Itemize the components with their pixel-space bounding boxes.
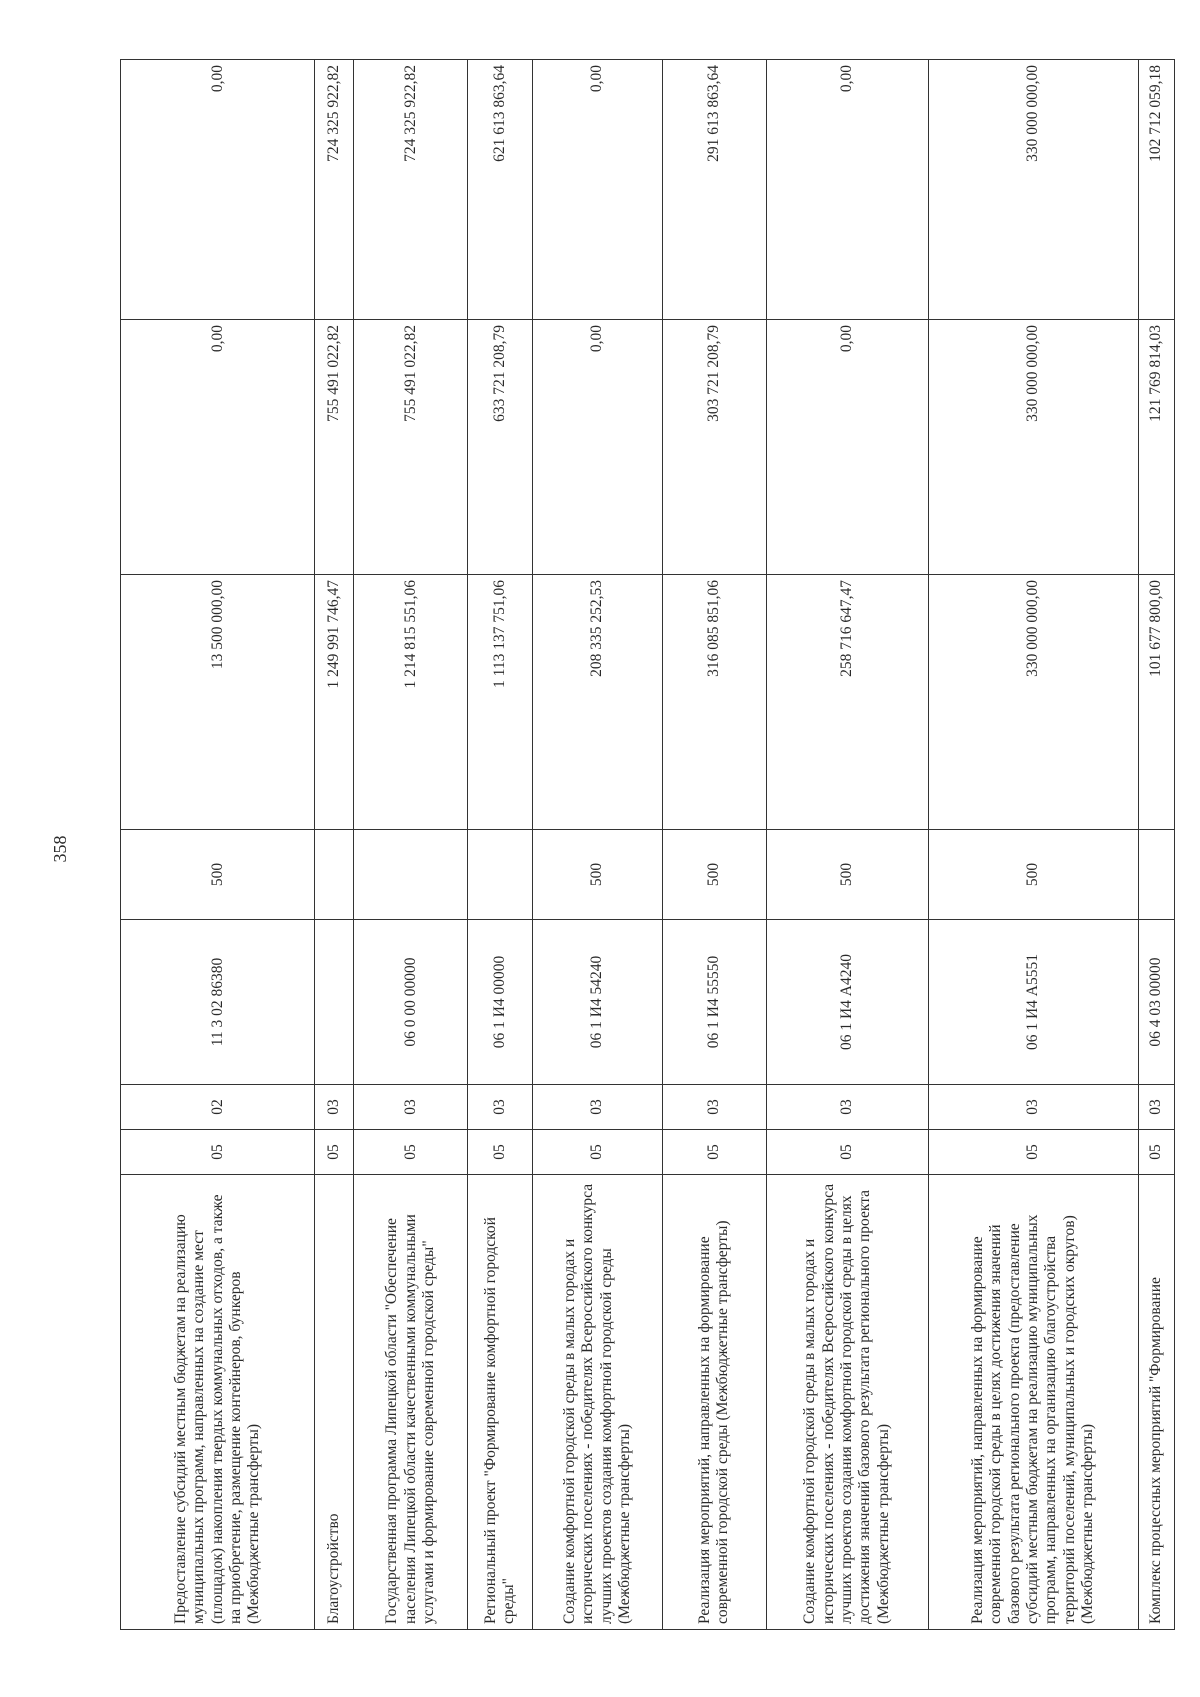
row-amount-1: 258 716 647,47 <box>766 575 928 830</box>
row-amount-1: 1 113 137 751,06 <box>468 575 533 830</box>
row-section-code: 05 <box>533 1130 663 1175</box>
row-subsection-code: 03 <box>533 1085 663 1130</box>
row-target-article: 06 0 00 00000 <box>354 920 468 1085</box>
row-amount-3: 102 712 059,18 <box>1138 60 1174 320</box>
row-amount-3: 0,00 <box>533 60 663 320</box>
row-target-article: 06 1 И4 54240 <box>533 920 663 1085</box>
row-description: Реализация мероприятий, направленных на формирование современной городской среды (Межбюджетные трансферты) <box>662 1175 766 1630</box>
row-description: Создание комфортной городской среды в малых городах и исторических поселениях - победителях Всероссийского конкурса лучших проектов создания комфортной городской среды (Межбюджетные трансферты) <box>533 1175 663 1630</box>
row-subsection-code: 02 <box>121 1085 315 1130</box>
row-expense-type: 500 <box>533 830 663 920</box>
budget-sheet <box>120 60 1175 1630</box>
row-subsection-code: 03 <box>766 1085 928 1130</box>
row-expense-type: 500 <box>662 830 766 920</box>
row-target-article: 06 1 И4 А5551 <box>928 920 1138 1085</box>
row-amount-1: 316 085 851,06 <box>662 575 766 830</box>
row-amount-2: 755 491 022,82 <box>354 320 468 575</box>
row-amount-3: 724 325 922,82 <box>315 60 354 320</box>
table-row <box>468 60 533 1630</box>
row-section-code: 05 <box>354 1130 468 1175</box>
row-section-code: 05 <box>662 1130 766 1175</box>
row-description: Создание комфортной городской среды в малых городах и исторических поселениях - победителях Всероссийского конкурса лучших проектов создания комфортной городской среды в целях достижения значений базового результата регионального проекта (Межбюджетные трансферты) <box>766 1175 928 1630</box>
row-description: Государственная программа Липецкой области "Обеспечение населения Липецкой области качественными коммунальными услугами и формирование современной городской среды" <box>354 1175 468 1630</box>
row-subsection-code: 03 <box>928 1085 1138 1130</box>
row-section-code: 05 <box>928 1130 1138 1175</box>
table-row <box>766 60 928 1630</box>
row-amount-1: 1 214 815 551,06 <box>354 575 468 830</box>
row-section-code: 05 <box>468 1130 533 1175</box>
row-amount-3: 724 325 922,82 <box>354 60 468 320</box>
row-description: Комплекс процессных мероприятий "Формирование <box>1138 1175 1174 1630</box>
row-amount-2: 755 491 022,82 <box>315 320 354 575</box>
row-target-article: 06 1 И4 00000 <box>468 920 533 1085</box>
row-amount-1: 1 249 991 746,47 <box>315 575 354 830</box>
row-expense-type: 500 <box>928 830 1138 920</box>
rotated-table-container <box>120 60 1175 1630</box>
row-description: Благоустройство <box>315 1175 354 1630</box>
row-expense-type: 500 <box>121 830 315 920</box>
row-amount-3: 621 613 863,64 <box>468 60 533 320</box>
row-subsection-code: 03 <box>468 1085 533 1130</box>
row-expense-type <box>1138 830 1174 920</box>
table-row <box>1138 60 1174 1630</box>
row-section-code: 05 <box>1138 1130 1174 1175</box>
budget-table <box>120 59 1175 1630</box>
table-row <box>928 60 1138 1630</box>
row-amount-3: 0,00 <box>766 60 928 320</box>
row-section-code: 05 <box>766 1130 928 1175</box>
row-subsection-code: 03 <box>662 1085 766 1130</box>
row-target-article <box>315 920 354 1085</box>
row-amount-2: 0,00 <box>121 320 315 575</box>
row-amount-3: 330 000 000,00 <box>928 60 1138 320</box>
row-amount-1: 208 335 252,53 <box>533 575 663 830</box>
row-description: Предоставление субсидий местным бюджетам на реализацию муниципальных программ, направленных на создание мест (площадок) накопления твердых коммунальных отходов, а также на приобретение, размещение контейнеров, бункеров (Межбюджетные трансферты) <box>121 1175 315 1630</box>
row-target-article: 06 4 03 00000 <box>1138 920 1174 1085</box>
row-target-article: 06 1 И4 55550 <box>662 920 766 1085</box>
table-row <box>533 60 663 1630</box>
table-body <box>121 60 1175 1630</box>
row-expense-type: 500 <box>766 830 928 920</box>
row-amount-2: 121 769 814,03 <box>1138 320 1174 575</box>
table-row <box>662 60 766 1630</box>
table-row <box>315 60 354 1630</box>
row-section-code: 05 <box>121 1130 315 1175</box>
table-row <box>121 60 315 1630</box>
row-amount-2: 330 000 000,00 <box>928 320 1138 575</box>
row-subsection-code: 03 <box>354 1085 468 1130</box>
row-amount-2: 303 721 208,79 <box>662 320 766 575</box>
row-expense-type <box>354 830 468 920</box>
row-description: Региональный проект "Формирование комфортной городской среды" <box>468 1175 533 1630</box>
row-subsection-code: 03 <box>1138 1085 1174 1130</box>
row-amount-1: 101 677 800,00 <box>1138 575 1174 830</box>
row-expense-type <box>468 830 533 920</box>
row-section-code: 05 <box>315 1130 354 1175</box>
row-subsection-code: 03 <box>315 1085 354 1130</box>
row-amount-2: 633 721 208,79 <box>468 320 533 575</box>
row-amount-1: 13 500 000,00 <box>121 575 315 830</box>
row-target-article: 06 1 И4 А4240 <box>766 920 928 1085</box>
row-amount-3: 0,00 <box>121 60 315 320</box>
row-target-article: 11 3 02 86380 <box>121 920 315 1085</box>
page-number: 358 <box>50 835 70 863</box>
row-amount-2: 0,00 <box>533 320 663 575</box>
row-expense-type <box>315 830 354 920</box>
table-row <box>354 60 468 1630</box>
row-amount-3: 291 613 863,64 <box>662 60 766 320</box>
row-description: Реализация мероприятий, направленных на формирование современной городской среды в целях достижения значений базового результата регионального проекта (предоставление субсидий местным бюджетам на реализацию муниципальных программ, направленных на организацию благоустройства территорий поселений, муниципальных и городских округов) (Межбюджетные трансферты) <box>928 1175 1138 1630</box>
row-amount-1: 330 000 000,00 <box>928 575 1138 830</box>
row-amount-2: 0,00 <box>766 320 928 575</box>
